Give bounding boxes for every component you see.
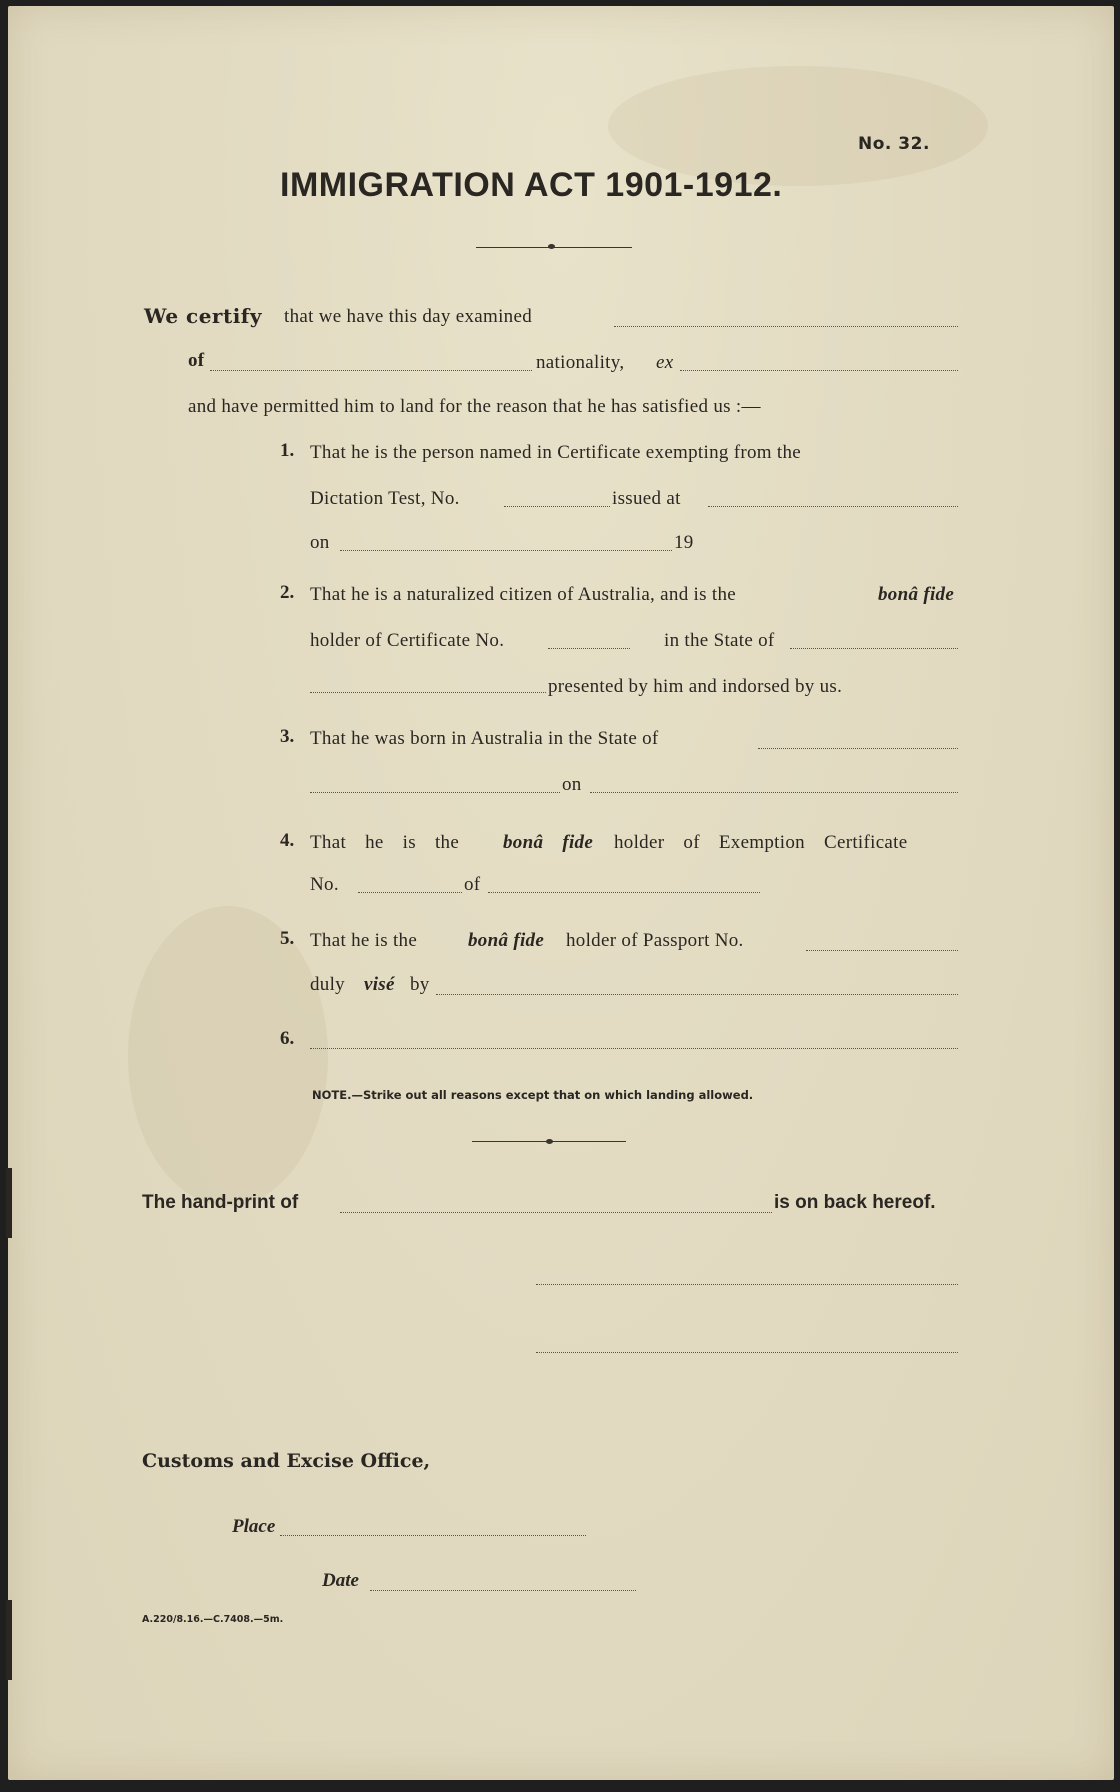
handprint-tail: is on back hereof. (774, 1192, 936, 1213)
binding-mark (6, 1600, 12, 1680)
reason-1-text: That he is the person named in Certificate exempting from the (310, 442, 802, 463)
certificate-no-label: holder of Certificate No. (310, 630, 505, 651)
reason-6-number: 6. (280, 1028, 295, 1049)
reason-5-number: 5. (280, 928, 295, 949)
dictation-test-no-field[interactable] (504, 506, 610, 507)
birth-place-field[interactable] (310, 792, 560, 793)
reason-2-text: That he is a naturalized citizen of Australia, and is the (310, 584, 736, 605)
reason-1-number: 1. (280, 440, 295, 461)
divider-ornament (548, 244, 555, 249)
passport-no-field[interactable] (806, 950, 958, 951)
birth-date-field[interactable] (590, 792, 958, 793)
issued-on-field[interactable] (340, 550, 672, 551)
form-number: No. 32. (858, 134, 930, 154)
birth-state-field[interactable] (758, 748, 958, 749)
handprint-name-field[interactable] (340, 1212, 772, 1213)
reason-4-number: 4. (280, 830, 295, 851)
certificate-state-field[interactable] (790, 648, 958, 649)
signature-line-1[interactable] (536, 1284, 958, 1285)
presented-text: presented by him and indorsed by us. (548, 676, 843, 697)
bona-fide-text: bonâ fide (468, 930, 545, 951)
page-title: IMMIGRATION ACT 1901-1912. (280, 166, 783, 204)
on-label: on (310, 532, 330, 553)
other-reason-field[interactable] (310, 1048, 958, 1049)
vessel-field[interactable] (680, 370, 958, 371)
passport-holder-text: holder of Passport No. (566, 930, 744, 951)
origin-field[interactable] (210, 370, 532, 371)
exemption-holder-text: holder of Exemption Certificate (614, 832, 908, 853)
strike-out-note: NOTE.—Strike out all reasons except that on which landing allowed. (312, 1088, 754, 1102)
certify-lead: We certify (144, 304, 263, 328)
reason-2-number: 2. (280, 582, 295, 603)
date-label: Date (322, 1570, 359, 1591)
certificate-no-field[interactable] (548, 648, 630, 649)
state-of-label: in the State of (664, 630, 775, 651)
form-page (8, 6, 1114, 1780)
signature-line-2[interactable] (536, 1352, 958, 1353)
birth-on-label: on (562, 774, 582, 795)
bona-fide-text: bonâ fide (503, 832, 594, 853)
ex-label: ex (656, 352, 674, 373)
issued-at-field[interactable] (708, 506, 958, 507)
of-label: of (188, 350, 205, 371)
paper-stain (128, 906, 328, 1206)
reason-3-text: That he was born in Australia in the State of (310, 728, 659, 749)
binding-mark (6, 1168, 12, 1238)
office-heading: Customs and Excise Office, (142, 1450, 431, 1472)
vise-label: visé (364, 974, 395, 995)
duly-label: duly (310, 974, 345, 995)
exemption-no-label: No. (310, 874, 339, 895)
exemption-of-label: of (464, 874, 481, 895)
permitted-statement: and have permitted him to land for the reason that he has satisfied us :— (188, 396, 761, 417)
print-code: A.220/8.16.—C.7408.—5m. (142, 1614, 284, 1625)
exemption-of-field[interactable] (488, 892, 760, 893)
exemption-no-field[interactable] (358, 892, 462, 893)
place-field[interactable] (280, 1535, 586, 1536)
handprint-label: The hand-print of (142, 1192, 299, 1213)
certify-line1-text: that we have this day examined (284, 306, 533, 327)
examined-name-field[interactable] (614, 326, 958, 327)
nationality-label: nationality, (536, 352, 625, 373)
place-label: Place (232, 1516, 276, 1537)
divider-ornament (546, 1139, 553, 1144)
date-field[interactable] (370, 1590, 636, 1591)
issued-at-label: issued at (612, 488, 681, 509)
vise-by-field[interactable] (436, 994, 958, 995)
vise-by-label: by (410, 974, 430, 995)
dictation-test-label: Dictation Test, No. (310, 488, 460, 509)
reason-4-text: That he is the (310, 832, 460, 853)
year-prefix: 19 (674, 532, 694, 553)
presented-field[interactable] (310, 692, 546, 693)
bona-fide-text: bonâ fide (878, 584, 955, 605)
reason-3-number: 3. (280, 726, 295, 747)
reason-5-text: That he is the (310, 930, 418, 951)
